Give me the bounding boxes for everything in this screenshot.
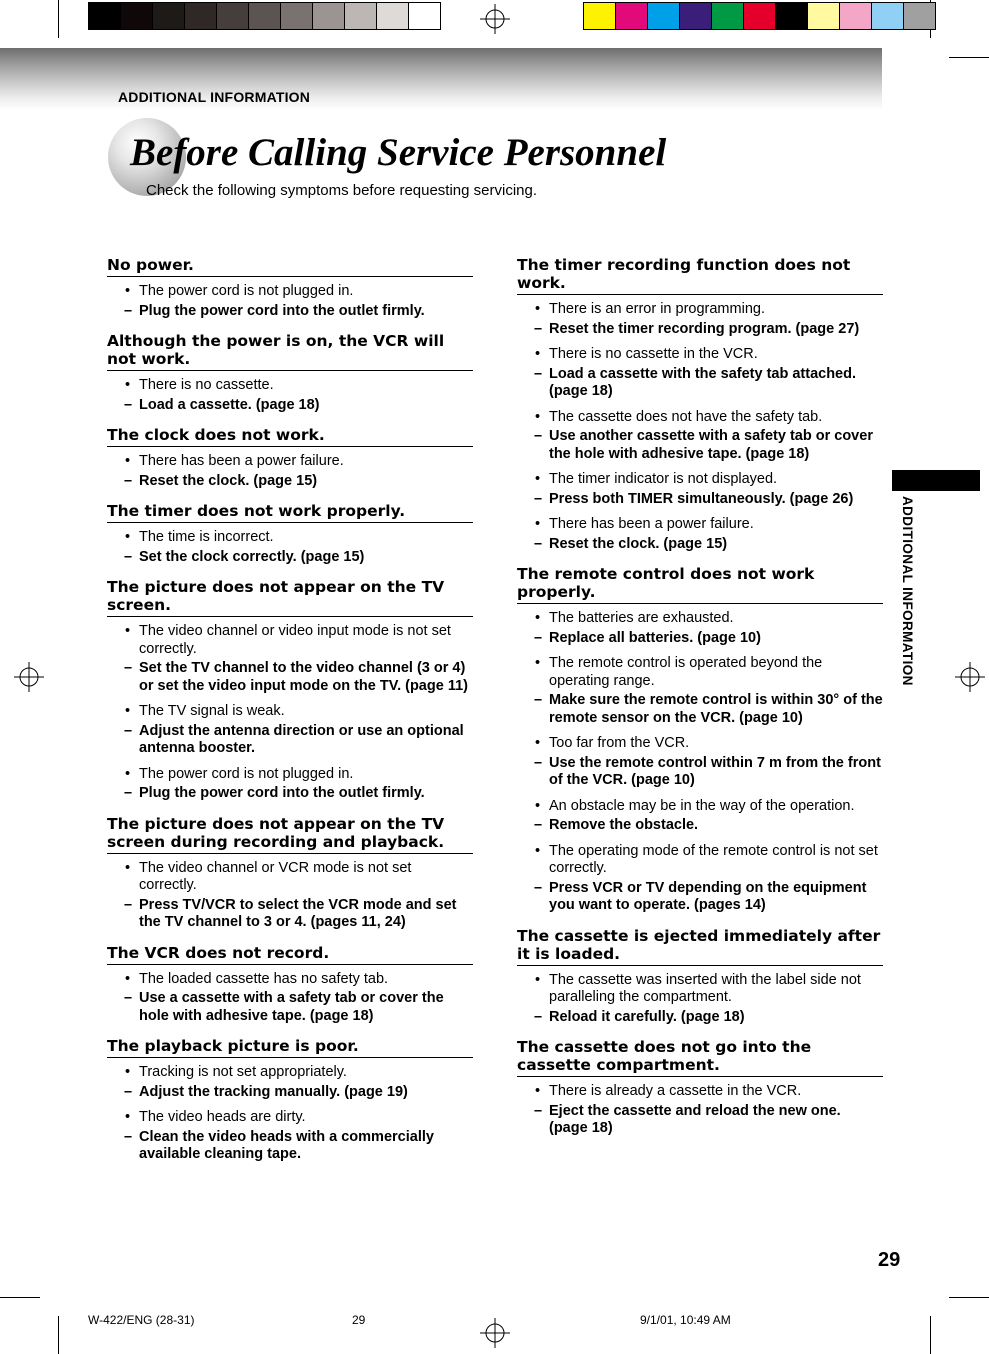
- troubleshooting-section: [517, 1038, 883, 1138]
- remedy-text: – Reset the timer recording program. (page 27): [517, 321, 883, 339]
- troubleshooting-section: [517, 927, 883, 1027]
- crop-mark: [58, 1316, 59, 1354]
- color-swatch: [153, 3, 185, 29]
- symptom-text: • There is no cassette in the VCR.: [517, 346, 883, 364]
- remedy-text: – Use the remote control within 7 m from the front of the VCR. (page 10): [517, 755, 883, 790]
- color-swatch: [377, 3, 409, 29]
- remedy-text: – Reload it carefully. (page 18): [517, 1009, 883, 1027]
- symptom-text: • The video heads are dirty.: [107, 1109, 473, 1127]
- color-swatch: [409, 3, 440, 29]
- troubleshooting-section: [107, 502, 473, 566]
- right-column: [517, 256, 883, 1150]
- remedy-text: – Load a cassette. (page 18): [107, 397, 473, 415]
- symptom-text: • The batteries are exhausted.: [517, 610, 883, 628]
- remedy-text: – Press TV/VCR to select the VCR mode and set the TV channel to 3 or 4. (pages 11, 24): [107, 897, 473, 932]
- color-swatch: [776, 3, 808, 29]
- remedy-text: – Use a cassette with a safety tab or cover the hole with adhesive tape. (page 18): [107, 990, 473, 1025]
- color-swatch: [217, 3, 249, 29]
- color-swatch: [872, 3, 904, 29]
- section-heading: The playback picture is poor.: [107, 1037, 473, 1058]
- crop-mark: [930, 1316, 931, 1354]
- symptom-text: • The remote control is operated beyond the operating range.: [517, 655, 883, 690]
- section-heading: The timer does not work properly.: [107, 502, 473, 523]
- footer-page: 29: [352, 1313, 366, 1327]
- color-swatch: [249, 3, 281, 29]
- section-heading: The clock does not work.: [107, 426, 473, 447]
- footer-timestamp: 9/1/01, 10:49 AM: [640, 1313, 731, 1327]
- side-tab-label: ADDITIONAL INFORMATION: [900, 496, 915, 686]
- registration-mark-icon: [14, 662, 44, 692]
- color-swatch: [680, 3, 712, 29]
- symptom-text: • The cassette does not have the safety tab.: [517, 409, 883, 427]
- troubleshooting-section: [107, 944, 473, 1026]
- troubleshooting-section: [517, 565, 883, 915]
- remedy-text: – Clean the video heads with a commercially available cleaning tape.: [107, 1129, 473, 1164]
- remedy-text: – Set the clock correctly. (page 15): [107, 549, 473, 567]
- remedy-text: – Remove the obstacle.: [517, 817, 883, 835]
- remedy-text: – Set the TV channel to the video channel (3 or 4) or set the video input mode on the TV. (page 11): [107, 660, 473, 695]
- troubleshooting-section: [107, 426, 473, 490]
- page-title: Before Calling Service Personnel: [130, 131, 667, 174]
- left-column: [107, 256, 473, 1176]
- remedy-text: – Eject the cassette and reload the new one. (page 18): [517, 1103, 883, 1138]
- color-swatch: [904, 3, 935, 29]
- symptom-text: • The time is incorrect.: [107, 529, 473, 547]
- troubleshooting-section: [107, 1037, 473, 1164]
- section-heading: The VCR does not record.: [107, 944, 473, 965]
- remedy-text: – Reset the clock. (page 15): [107, 473, 473, 491]
- page-number: 29: [878, 1249, 901, 1271]
- color-swatch: [648, 3, 680, 29]
- color-swatch: [281, 3, 313, 29]
- symptom-text: • There has been a power failure.: [517, 516, 883, 534]
- color-swatch: [121, 3, 153, 29]
- symptom-text: • Tracking is not set appropriately.: [107, 1064, 473, 1082]
- side-tab-marker: [892, 470, 980, 491]
- symptom-text: • The cassette was inserted with the label side not paralleling the compartment.: [517, 972, 883, 1007]
- remedy-text: – Press both TIMER simultaneously. (page 26): [517, 491, 883, 509]
- registration-mark-icon: [955, 662, 985, 692]
- color-swatch: [89, 3, 121, 29]
- registration-mark-icon: [480, 1318, 510, 1348]
- symptom-text: • There is already a cassette in the VCR.: [517, 1083, 883, 1101]
- symptom-text: • The power cord is not plugged in.: [107, 766, 473, 784]
- crop-mark: [0, 1297, 40, 1298]
- troubleshooting-section: [107, 815, 473, 932]
- crop-mark: [58, 0, 59, 38]
- symptom-text: • The loaded cassette has no safety tab.: [107, 971, 473, 989]
- symptom-text: • There is no cassette.: [107, 377, 473, 395]
- section-heading: The timer recording function does not work.: [517, 256, 883, 295]
- remedy-text: – Use another cassette with a safety tab or cover the hole with adhesive tape. (page 18): [517, 428, 883, 463]
- section-heading: The cassette is ejected immediately after it is loaded.: [517, 927, 883, 966]
- section-heading: The picture does not appear on the TV screen during recording and playback.: [107, 815, 473, 854]
- troubleshooting-section: [517, 256, 883, 553]
- symptom-text: • An obstacle may be in the way of the operation.: [517, 798, 883, 816]
- remedy-text: – Press VCR or TV depending on the equipment you want to operate. (pages 14): [517, 880, 883, 915]
- symptom-text: • The power cord is not plugged in.: [107, 283, 473, 301]
- symptom-text: • The video channel or video input mode is not set correctly.: [107, 623, 473, 658]
- symptom-text: • There has been a power failure.: [107, 453, 473, 471]
- symptom-text: • The TV signal is weak.: [107, 703, 473, 721]
- troubleshooting-section: [107, 578, 473, 803]
- footer-file-name: W-422/ENG (28-31): [88, 1313, 195, 1327]
- color-swatch: [712, 3, 744, 29]
- section-heading: Although the power is on, the VCR will not work.: [107, 332, 473, 371]
- remedy-text: – Replace all batteries. (page 10): [517, 630, 883, 648]
- symptom-text: • The video channel or VCR mode is not set correctly.: [107, 860, 473, 895]
- remedy-text: – Make sure the remote control is within 30° of the remote sensor on the VCR. (page 10): [517, 692, 883, 727]
- symptom-text: • There is an error in programming.: [517, 301, 883, 319]
- color-swatch: [185, 3, 217, 29]
- remedy-text: – Adjust the antenna direction or use an optional antenna booster.: [107, 723, 473, 758]
- color-swatch: [808, 3, 840, 29]
- page-subtitle: Check the following symptoms before requesting servicing.: [146, 182, 538, 199]
- symptom-text: • The timer indicator is not displayed.: [517, 471, 883, 489]
- color-swatch: [840, 3, 872, 29]
- section-heading: No power.: [107, 256, 473, 277]
- color-swatch: [584, 3, 616, 29]
- remedy-text: – Plug the power cord into the outlet firmly.: [107, 303, 473, 321]
- section-heading: The remote control does not work properly.: [517, 565, 883, 604]
- color-swatch: [616, 3, 648, 29]
- symptom-text: • Too far from the VCR.: [517, 735, 883, 753]
- color-swatch: [345, 3, 377, 29]
- remedy-text: – Adjust the tracking manually. (page 19): [107, 1084, 473, 1102]
- remedy-text: – Plug the power cord into the outlet firmly.: [107, 785, 473, 803]
- color-swatch: [313, 3, 345, 29]
- symptom-text: • The operating mode of the remote control is not set correctly.: [517, 843, 883, 878]
- grayscale-color-bar: [88, 2, 441, 30]
- section-label: ADDITIONAL INFORMATION: [118, 89, 311, 105]
- section-heading: The picture does not appear on the TV screen.: [107, 578, 473, 617]
- registration-mark-icon: [480, 4, 510, 34]
- process-color-bar: [583, 2, 936, 30]
- remedy-text: – Reset the clock. (page 15): [517, 536, 883, 554]
- crop-mark: [949, 1297, 989, 1298]
- section-heading: The cassette does not go into the cassette compartment.: [517, 1038, 883, 1077]
- troubleshooting-section: [107, 256, 473, 320]
- remedy-text: – Load a cassette with the safety tab attached. (page 18): [517, 366, 883, 401]
- color-swatch: [744, 3, 776, 29]
- troubleshooting-section: [107, 332, 473, 414]
- crop-mark: [949, 57, 989, 58]
